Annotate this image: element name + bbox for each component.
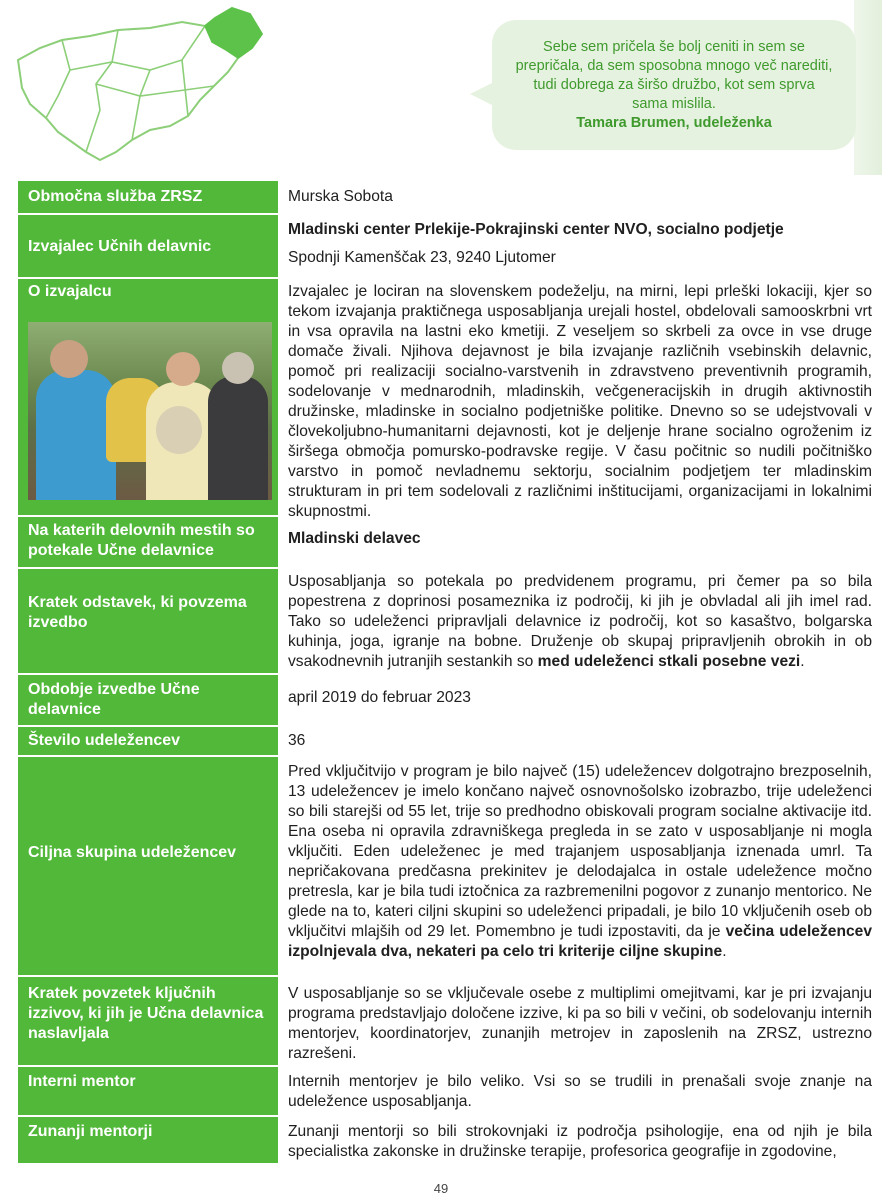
- row-obmocna-sluzba: [18, 181, 880, 215]
- row-obdobje: [18, 675, 880, 727]
- quote-text: Sebe sem pričela še bolj ceniti in sem se prepričala, da sem sposobna mnogo več narediti, tudi dobrega za širšo družbo, kot sem sprva sama mislila.: [515, 38, 833, 112]
- label-stevilo: Število udeležencev: [18, 727, 280, 755]
- o-izvajalcu-heading: O izvajalcu: [28, 283, 112, 300]
- label-ciljna-skupina: Ciljna skupina udeležencev: [18, 757, 280, 975]
- value-obdobje: april 2019 do februar 2023: [288, 689, 471, 706]
- odstavek-end: .: [800, 653, 805, 670]
- workshop-group-photo: [28, 322, 272, 500]
- izvajalec-address: Spodnji Kamenščak 23, 9240 Ljutomer: [288, 249, 556, 266]
- label-interni-mentor: Interni mentor: [18, 1067, 280, 1115]
- label-kljucni-izzivi: Kratek povzetek ključnih izzivov, ki jih je Učna delavnica naslavljala: [18, 977, 280, 1065]
- info-table: [18, 181, 880, 1165]
- izvajalec-name: Mladinski center Prlekije-Pokrajinski center NVO, socialno podjetje: [288, 221, 784, 238]
- quote-bubble-tail: [470, 82, 494, 106]
- label-kratek-odstavek: Kratek odstavek, ki povzema izvedbo: [18, 569, 280, 673]
- label-obmocna-sluzba: Območna služba ZRSZ: [18, 181, 280, 213]
- ciljna-end: .: [722, 943, 727, 960]
- label-zunanji-mentorji: Zunanji mentorji: [18, 1117, 280, 1163]
- izzivi-text: V usposabljanje so se vključevale osebe z multiplimi omejitvami, kar je pri izvajanju programa predstavljajo določene izzive, ki pa so bili v večini, ob sodelovanju internih mentorjev, koordinatorjev, zunanjih metrojev in zaposlenih na ZRSZ, ustrezno razrešeni.: [288, 985, 872, 1062]
- value-stevilo: 36: [288, 732, 306, 749]
- page-edge-shade: [854, 0, 882, 175]
- zunanji-text: Zunanji mentorji so bili strokovnjaki iz področja psihologije, ena od njih je bila specialistka zakonske in družinske terapije, profesorica geografije in zgodovine,: [288, 1123, 872, 1160]
- value-obmocna-sluzba: Murska Sobota: [288, 188, 393, 205]
- row-interni-mentor: [18, 1067, 880, 1117]
- value-zunanji-mentorji: [280, 1117, 880, 1163]
- value-o-izvajalcu: [280, 279, 880, 520]
- label-o-izvajalcu: [18, 279, 280, 515]
- ciljna-text: Pred vključitvijo v program je bilo največ (15) udeležencev dolgotrajno brezposelnih, 13 udeležencev je imelo končano največ osnovnošolsko izobrazbo, trije udeleženci so bili starejši od 55 let, trije so predhodno obiskovali program socialne aktivacije itd. Ena oseba ni opravila zdravniškega pregleda in se zato v usposabljanje ni mogla vključiti. Eden udeleženec je med trajanjem usposabljanja iznenada umrl. Ta nepričakovana predčasna prekinitev je delodajalca in ostale udeležence močno pretresla, kar je bila tudi iztočnica za razbremenilni pogovor z zunanjo mentorico. Ne glede na to, kateri ciljni skupini so udeleženci pripadali, je bilo 10 vključenih oseb ob vključitvi mlajših od 29 let. Pomembno je tudi izpostaviti, da je: [288, 763, 872, 940]
- value-interni-mentor: [280, 1067, 880, 1115]
- row-o-izvajalcu: [18, 279, 880, 520]
- label-obdobje: Obdobje izvedbe Učne delavnice: [18, 675, 280, 725]
- value-kratek-odstavek: [280, 569, 880, 673]
- quote-author: Tamara Brumen, udeleženka: [576, 114, 772, 131]
- odstavek-text: Usposabljanja so potekala po predvidenem programu, pri čemer pa so bila popestrena z doprinosi posameznika iz področij, ki jih je obvladal ali jih imel rad. Tako so udeleženci pripravljali delavnice iz področij, kot so kasaštvo, bolgarska kuhinja, joga, igranje na bobne. Druženje ob skupaj pripravljenih obrokih in ob vsakodnevnih jutranjih sestankih so: [288, 573, 872, 670]
- value-ciljna-skupina: [280, 757, 880, 975]
- label-izvajalec: Izvajalec Učnih delavnic: [18, 215, 280, 277]
- row-zunanji-mentorji: [18, 1117, 880, 1165]
- slovenia-region-map: [0, 0, 290, 175]
- o-izvajalcu-text: Izvajalec je lociran na slovenskem podeželju, na mirni, lepi prleški lokaciji, kjer so tekom izvajanja praktičnega usposabljanja urejali hostel, obdelovali samooskrbni vrt in vsa opravila na lastni eko kmetiji. Z veseljem so skrbeli za ovce in vse druge domače živali. Njihova dejavnost je bila izvajanje različnih vsebinskih delavnic, pomoč pri realizaciji socialno-varstvenih in zdravstveno preventivnih programih, sodelovanje v mednarodnih, mladinskih, večgeneracijskih in drugih aktivnostih družinske, mladinske in socialno podjetniške politike. Dnevno so se udejstvovali v človekoljubno-humanitarni dejavnosti, kot je deljenje hrane socialno ogroženim iz širšega območja pomursko-podravske regije. V času počitnic so nudili počitniško varstvo in pomoč nevladnemu sektorju, socialnim podjetjem ter mladinskim strukturam in pri tem sodelovali z različnimi inštitucijami, organizacijami in lokalnimi skupnostmi.: [288, 283, 872, 520]
- value-kljucni-izzivi: [280, 977, 880, 1065]
- row-delovna-mesta: [18, 517, 880, 569]
- ciljna-bold: večina udeležencev izpolnjevala dva, nekateri pa celo tri kriterije ciljne skupine: [288, 923, 872, 960]
- interni-text: Internih mentorjev je bilo veliko. Vsi so se trudili in prenašali svoje znanje na udeležence usposabljanja.: [288, 1073, 872, 1110]
- row-izvajalec: [18, 215, 880, 279]
- page-number: 49: [433, 1181, 449, 1196]
- odstavek-bold: med udeleženci stkali posebne vezi: [537, 653, 801, 670]
- quote-bubble: [492, 20, 856, 150]
- row-kratek-odstavek: [18, 569, 880, 675]
- value-izvajalec: [280, 215, 880, 277]
- label-delovna-mesta: Na katerih delovnih mestih so potekale Učne delavnice: [18, 517, 280, 567]
- row-stevilo: [18, 727, 880, 757]
- row-ciljna-skupina: [18, 757, 880, 977]
- value-delovna-mesta: Mladinski delavec: [288, 530, 421, 547]
- row-kljucni-izzivi: [18, 977, 880, 1067]
